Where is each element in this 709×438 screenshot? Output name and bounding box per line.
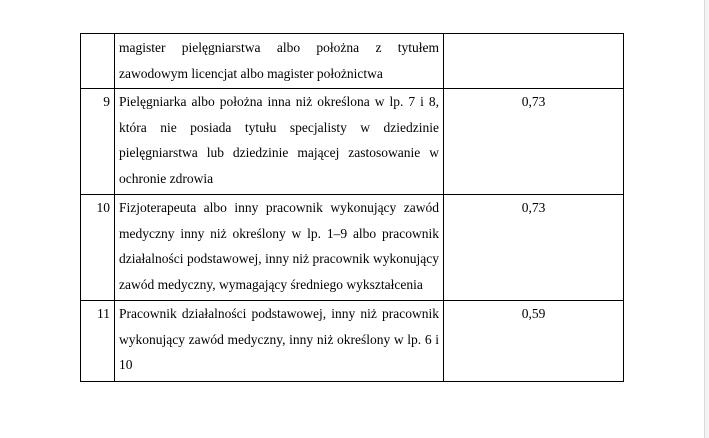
table-row [81, 195, 624, 301]
value-cell: 0,73 [444, 195, 624, 301]
description-cell: magister pielęgniarstwa albo położna z tytułem zawodowym licencjat albo magister położnictwa [115, 34, 444, 89]
table-row [81, 89, 624, 195]
document-table [80, 33, 624, 382]
value-cell: 0,73 [444, 89, 624, 195]
description-cell: Fizjoterapeuta albo inny pracownik wykonujący zawód medyczny inny niż określony w lp. 1–9 albo pracownik działalności podstawowej, inny niż pracownik wykonujący zawód medyczny, wymagający średniego wykształcenia [115, 195, 444, 301]
page-edge-shadow [705, 0, 709, 438]
description-cell: Pracownik działalności podstawowej, inny niż pracownik wykonujący zawód medyczny, inny niż określony w lp. 6 i 10 [115, 301, 444, 382]
lp-cell: 10 [81, 195, 115, 301]
description-cell: Pielęgniarka albo położna inna niż określona w lp. 7 i 8, która nie posiada tytułu specjalisty w dziedzinie pielęgniarstwa lub dziedzinie mającej zastosowanie w ochronie zdrowia [115, 89, 444, 195]
table-row [81, 301, 624, 382]
lp-cell [81, 34, 115, 89]
lp-cell: 9 [81, 89, 115, 195]
value-cell: 0,59 [444, 301, 624, 382]
lp-cell: 11 [81, 301, 115, 382]
page-edge [704, 0, 705, 438]
table-row [81, 34, 624, 89]
value-cell [444, 34, 624, 89]
